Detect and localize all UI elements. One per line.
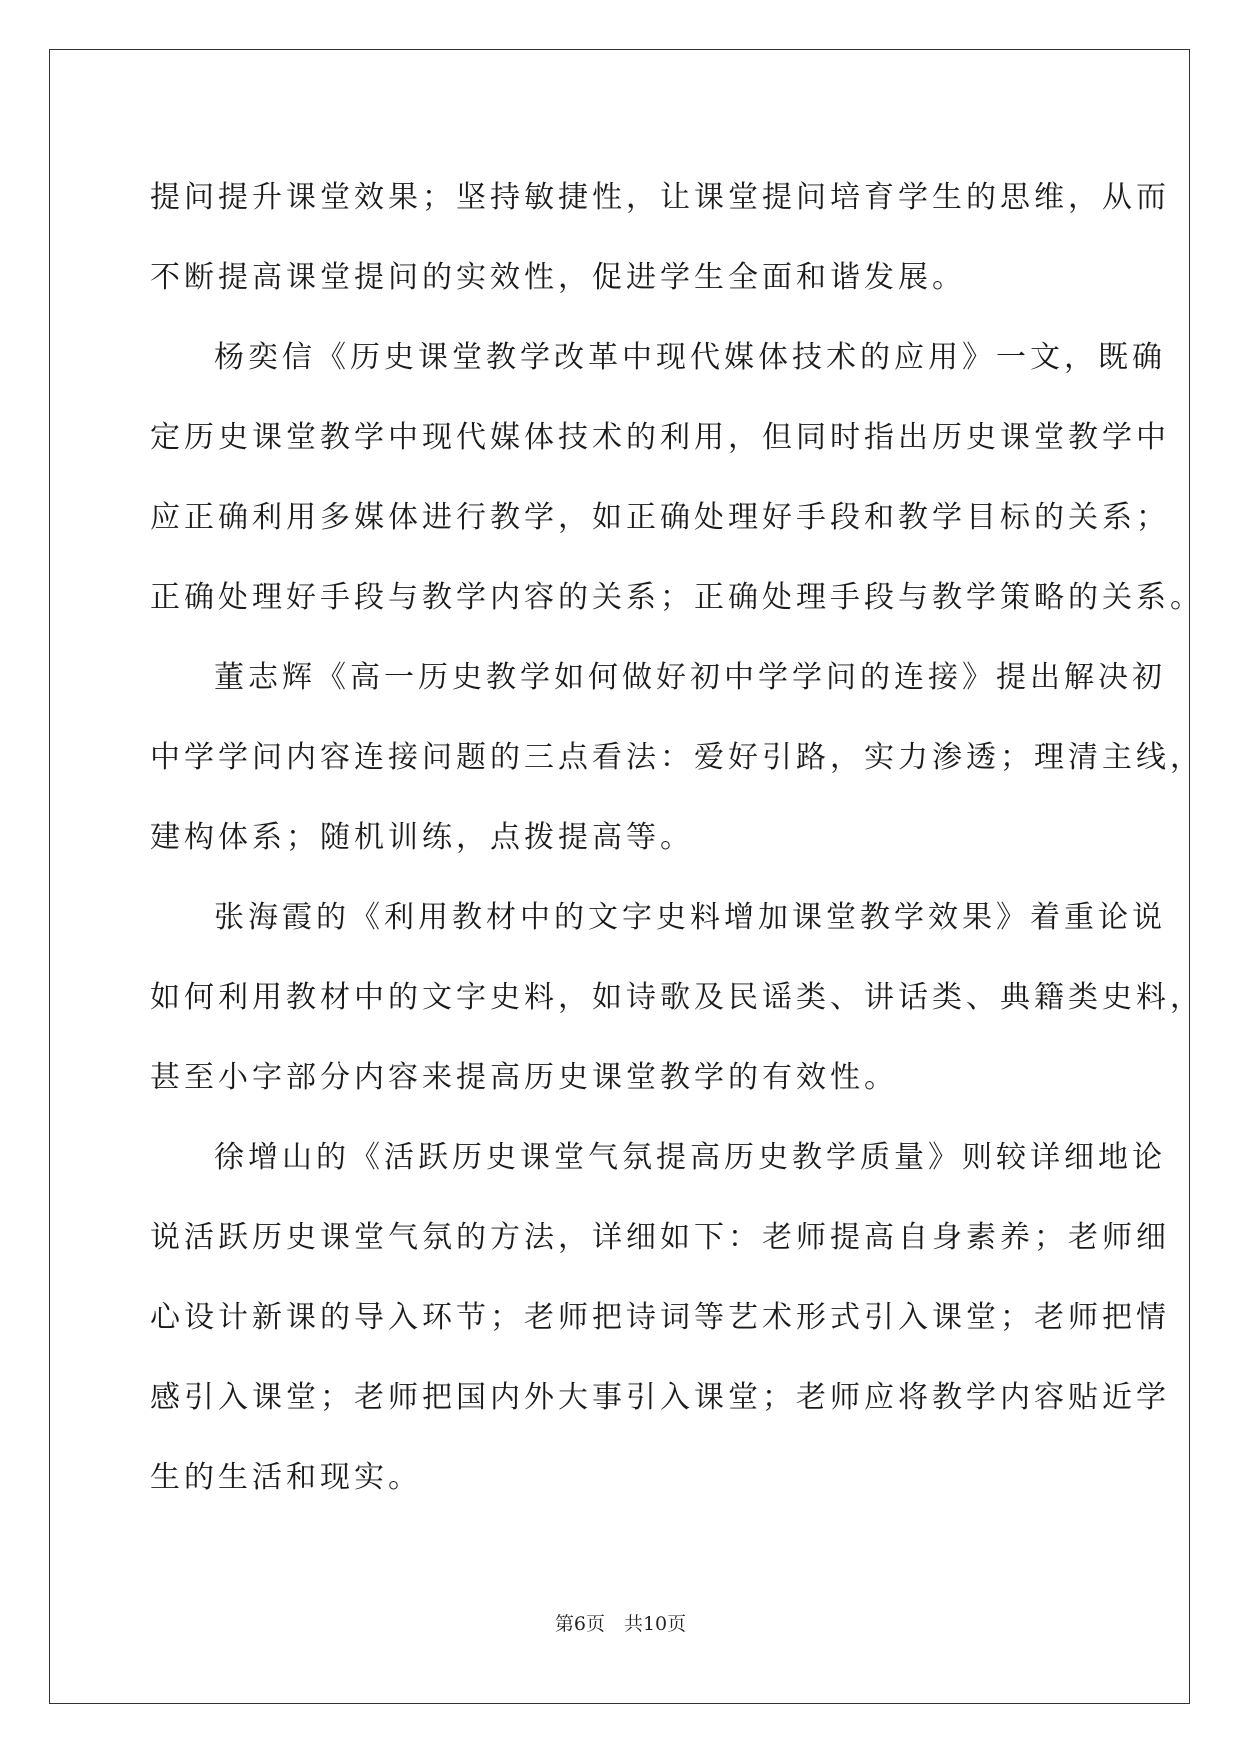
page-number-footer: 第6页 共10页 — [554, 1613, 687, 1635]
text-line: 建构体系；随机训练，点拨提高等。 — [150, 820, 694, 855]
paragraph-start-line: 董志辉《高一历史教学如何做好初中学学问的连接》提出解决初 — [214, 660, 1166, 695]
text-line: 说活跃历史课堂气氛的方法，详细如下：老师提高自身素养；老师细 — [150, 1220, 1170, 1255]
text-line: 感引入课堂；老师把国内外大事引入课堂；老师应将教学内容贴近学 — [150, 1380, 1170, 1415]
text-line: 应正确利用多媒体进行教学，如正确处理好手段和教学目标的关系； — [150, 500, 1170, 535]
paragraph-start-line: 杨奕信《历史课堂教学改革中现代媒体技术的应用》一文，既确 — [214, 340, 1166, 375]
paragraph-start-line: 徐增山的《活跃历史课堂气氛提高历史教学质量》则较详细地论 — [214, 1140, 1166, 1175]
text-line: 中学学问内容连接问题的三点看法：爱好引路，实力渗透；理清主线， — [150, 740, 1204, 775]
text-line: 如何利用教材中的文字史料，如诗歌及民谣类、讲话类、典籍类史料， — [150, 980, 1204, 1015]
text-line: 定历史课堂教学中现代媒体技术的利用，但同时指出历史课堂教学中 — [150, 420, 1170, 455]
text-line: 不断提高课堂提问的实效性，促进学生全面和谐发展。 — [150, 260, 966, 295]
text-line: 心设计新课的导入环节；老师把诗词等艺术形式引入课堂；老师把情 — [150, 1300, 1170, 1335]
paragraph-start-line: 张海霞的《利用教材中的文字史料增加课堂教学效果》着重论说 — [214, 900, 1166, 935]
document-body — [150, 158, 1204, 1518]
text-line: 提问提升课堂效果；坚持敏捷性，让课堂提问培育学生的思维，从而 — [150, 180, 1170, 215]
text-line: 正确处理好手段与教学内容的关系；正确处理手段与教学策略的关系。 — [150, 580, 1204, 615]
text-line: 甚至小字部分内容来提高历史课堂教学的有效性。 — [150, 1060, 898, 1095]
text-line: 生的生活和现实。 — [150, 1460, 422, 1495]
